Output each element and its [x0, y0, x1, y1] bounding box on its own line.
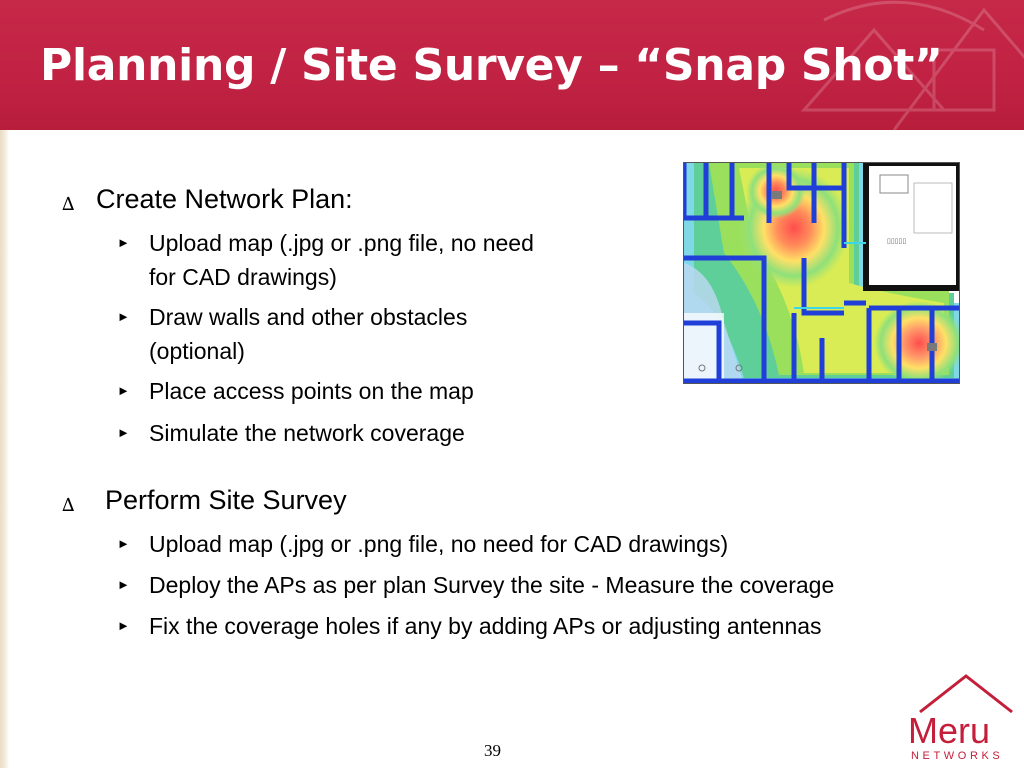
bullet-text: Upload map (.jpg or .png file, no need: [149, 230, 534, 256]
heatmap-graphic: [684, 163, 959, 383]
arrow-bullet-icon: ►: [117, 618, 130, 633]
bullet-text: Place access points on the map: [149, 378, 474, 404]
logo-wordmark: Meru: [908, 710, 991, 751]
slide-title: Planning / Site Survey – “Snap Shot”: [40, 40, 943, 91]
bullet-text: Fix the coverage holes if any by adding APs or adjusting antennas: [149, 613, 822, 639]
meru-networks-logo: [908, 668, 1018, 768]
delta-bullet-icon: ∆: [62, 495, 75, 516]
section-heading-text: Create Network Plan:: [96, 184, 353, 214]
arrow-bullet-icon: ►: [117, 309, 130, 324]
bullet-text: Draw walls and other obstacles: [149, 304, 468, 330]
floorplan-heatmap-image: [683, 162, 960, 384]
svg-text:▯▯▯▯▯: ▯▯▯▯▯: [887, 238, 907, 245]
arrow-bullet-icon: ►: [117, 235, 130, 250]
section-heading-text: Perform Site Survey: [105, 485, 347, 515]
title-banner: [0, 0, 1024, 130]
arrow-bullet-icon: ►: [117, 425, 130, 440]
arrow-bullet-icon: ►: [117, 577, 130, 592]
arrow-bullet-icon: ►: [117, 383, 130, 398]
bullet-text-cont: (optional): [149, 338, 245, 364]
left-accent-rule: [0, 130, 9, 768]
arrow-bullet-icon: ►: [117, 536, 130, 551]
slide-number: 39: [484, 741, 501, 760]
bullet-text: Upload map (.jpg or .png file, no need for CAD drawings): [149, 531, 729, 557]
bullet-text: Deploy the APs as per plan Survey the site - Measure the coverage: [149, 572, 835, 598]
bullet-text: Simulate the network coverage: [149, 420, 465, 446]
bullet-text-cont: for CAD drawings): [149, 264, 337, 290]
delta-bullet-icon: ∆: [62, 194, 75, 215]
logo-subtext: NETWORKS: [911, 750, 1004, 762]
